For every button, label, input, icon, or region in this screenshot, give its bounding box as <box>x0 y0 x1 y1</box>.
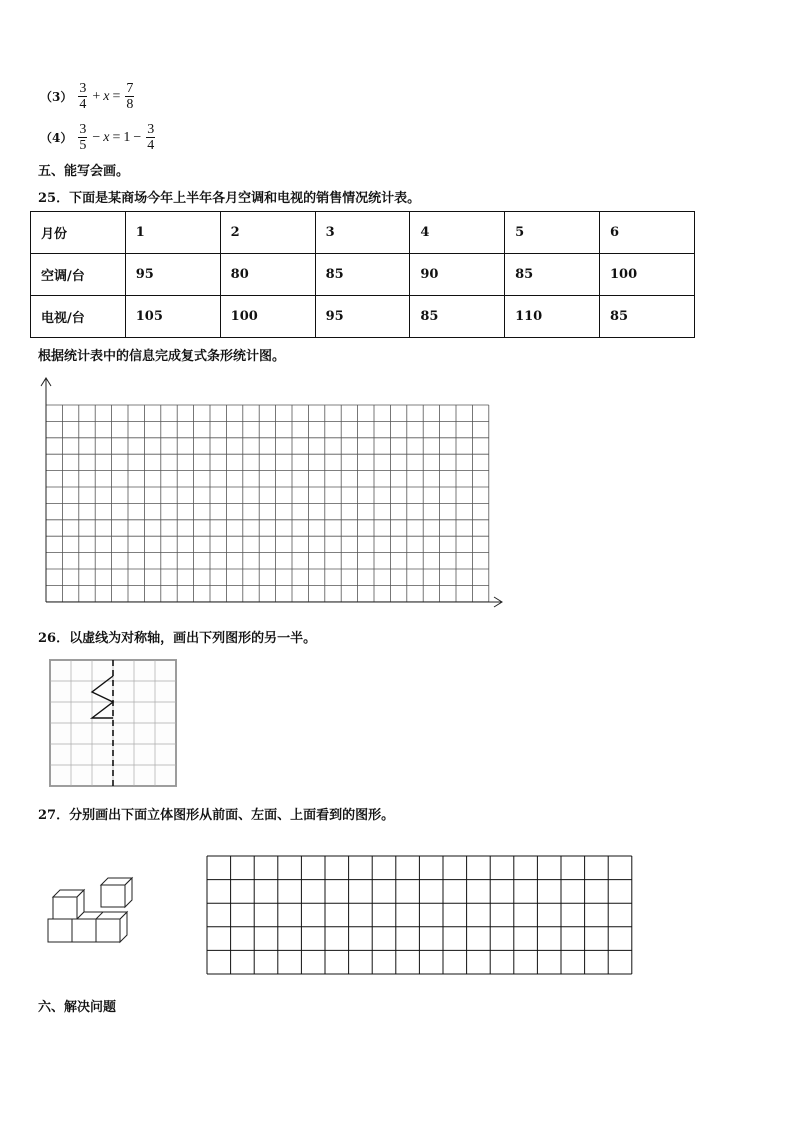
sales-table <box>30 211 695 338</box>
table-cell: 110 <box>505 296 600 338</box>
table-cell: 105 <box>125 296 220 338</box>
table-cell: 电视/台 <box>31 296 126 338</box>
table-cell: 2 <box>220 212 315 254</box>
table-row <box>31 212 695 254</box>
section-6-title: 六、解决问题 <box>38 1000 117 1015</box>
table-cell: 4 <box>410 212 505 254</box>
fraction: $\frac{7}{8}$ <box>126 81 134 112</box>
question-26-title: 26．以虚线为对称轴，画出下列图形的另一半。 <box>38 631 317 646</box>
fraction: $\frac{3}{5}$ <box>79 122 87 153</box>
question-27-title: 27．分别画出下面立体图形从前面、左面、上面看到的图形。 <box>38 808 395 823</box>
table-row <box>31 254 695 296</box>
equation-label: （4） <box>40 131 73 145</box>
fraction: $\frac{3}{4}$ <box>147 122 155 153</box>
table-cell: 80 <box>220 254 315 296</box>
table-cell: 1 <box>125 212 220 254</box>
table-cell: 85 <box>315 254 410 296</box>
equation-label: （3） <box>40 90 73 104</box>
fraction: $\frac{3}{4}$ <box>79 81 87 112</box>
section-5-title: 五、能写会画。 <box>38 164 130 179</box>
table-cell: 85 <box>505 254 600 296</box>
table-cell: 5 <box>505 212 600 254</box>
table-cell: 100 <box>220 296 315 338</box>
table-cell: 月份 <box>31 212 126 254</box>
table-cell: 100 <box>600 254 695 296</box>
answer-grid <box>206 855 634 977</box>
table-cell: 90 <box>410 254 505 296</box>
table-cell: 85 <box>410 296 505 338</box>
table-cell: 6 <box>600 212 695 254</box>
table-cell: 95 <box>315 296 410 338</box>
table-cell: 3 <box>315 212 410 254</box>
table-cell: 85 <box>600 296 695 338</box>
question-25-instruction: 根据统计表中的信息完成复式条形统计图。 <box>38 349 286 364</box>
table-row <box>31 296 695 338</box>
bar-chart-grid <box>30 374 510 610</box>
question-25-title: 25．下面是某商场今年上半年各月空调和电视的销售情况统计表。 <box>38 191 421 206</box>
symmetry-grid <box>47 657 181 791</box>
cube-figure <box>44 874 136 946</box>
equation-4: （4） $\frac{3}{5}$ − x = 1 − $\frac{3}{4}$ <box>40 122 155 153</box>
table-cell: 空调/台 <box>31 254 126 296</box>
equation-3: （3） $\frac{3}{4}$ + x = $\frac{7}{8}$ <box>40 81 134 112</box>
table-cell: 95 <box>125 254 220 296</box>
